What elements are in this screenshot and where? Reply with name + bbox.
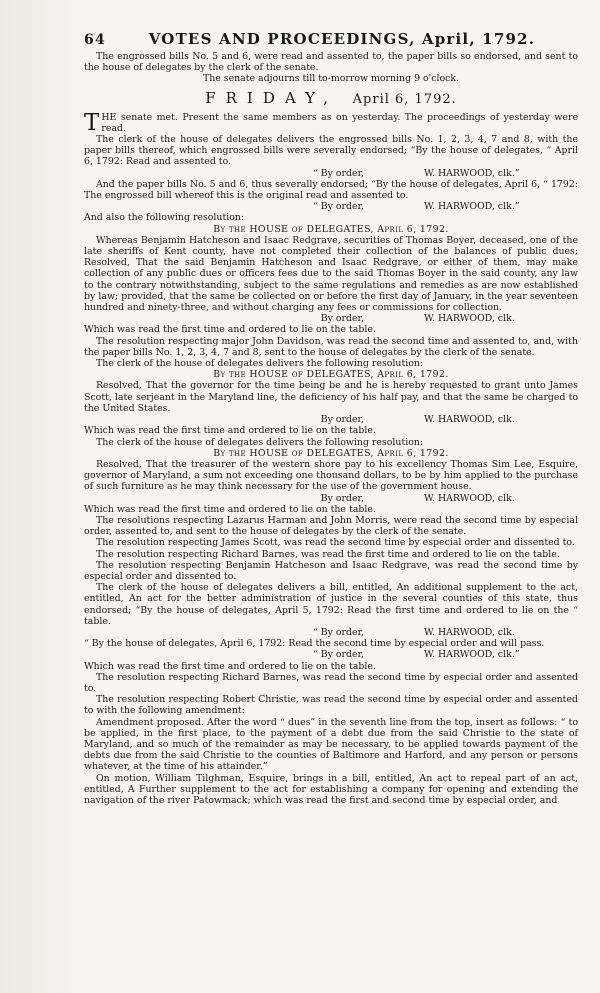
- signature-name: W. HARWOOD, clk.”: [424, 167, 520, 179]
- signature-name: W. HARWOOD, clk.”: [424, 201, 520, 213]
- paragraph: Resolved, That the governor for the time being be and he is hereby requested to grant unto James Scott, late serjeant in the Maryland line, the deficiency of his half pay, and that the same be charged to the United States.: [84, 380, 578, 414]
- paragraph: And also the following resolution:: [84, 212, 245, 224]
- signature-line: [84, 627, 578, 638]
- scan-margin: [0, 0, 80, 993]
- signature-name: W. HARWOOD, clk.: [424, 414, 515, 426]
- paragraph: Which was read the first time and ordered to lie on the table.: [84, 324, 376, 336]
- paragraph: The resolution respecting Richard Barnes, was read the second time by especial order and assented to.: [84, 671, 578, 694]
- running-head: [84, 30, 578, 49]
- resolution-heading: By the HOUSE of DELEGATES, April 6, 1792.: [213, 369, 449, 381]
- paragraph: The resolutions respecting Lazarus Harman and John Morris, were read the second time by especial order, assented to, and sent to the house of delegates by the clerk of the senate.: [84, 514, 578, 538]
- paragraph: Whereas Benjamin Hatcheson and Isaac Redgrave, securities of Thomas Boyer, deceased, one of the late sheriffs of Kent county, have not completed their collection of the balances of public dues; Resolved, That the said Benjamin Hatcheson and Isaac Redgrave, or either of them, may make collection of any public dues or officers fees due to the said Thomas Boyer in the said county, any law to the contrary notwithstanding, subject to the same regulations and remedies as are now established by law; provided, that the same be collected on or before the first day of January, in the year seventeen hundred and ninety-three, and without charging any fees or commissions for collection.: [84, 234, 578, 314]
- paragraph-text: HE senate met. Present the same members as on yesterday. The proceedings of yesterday were read.: [101, 111, 578, 134]
- paragraph: The resolution respecting Robert Christie, was read the second time by especial order and assented to with the following amendment:: [84, 694, 578, 717]
- signature-order: By order,: [320, 313, 364, 325]
- paragraph: The engrossed bills No. 5 and 6, were read and assented to, the paper bills so endorsed, and sent to the house of delegates by the clerk of the senate.: [84, 51, 578, 74]
- paragraph: Which was read the first time and ordered to lie on the table.: [84, 660, 376, 672]
- signature-name: W. HARWOOD, clk.: [424, 313, 515, 325]
- paragraph: Resolved, That the treasurer of the western shore pay to his excellency Thomas Sim Lee, Esquire, governor of Maryland, a sum not exceeding one thousand dollars, to be by him applied to the purchase of such furniture as he may think necessary for the use of the government house.: [84, 458, 578, 493]
- paragraph: The resolution respecting Richard Barnes, was read the first time and ordered to lie on the table.: [96, 548, 560, 560]
- paragraph: The resolution respecting major John Davidson, was read the second time and assented to, and, with the paper bills No. 1, 2, 3, 4, 7 and 8, sent to the house of delegates by the clerk of the senate.: [84, 335, 578, 358]
- resolution-heading: By the HOUSE of DELEGATES, April 6, 1792.: [213, 447, 449, 459]
- paragraph: The resolution respecting Benjamin Hatcheson and Isaac Redgrave, was read the second time by especial order and dissented to.: [84, 559, 578, 582]
- paragraph: The clerk of the house of delegates delivers the following resolution:: [96, 436, 424, 448]
- paragraph: The resolution respecting James Scott, was read the second time by especial order and dissented to.: [96, 537, 575, 549]
- signature-line: [84, 649, 578, 660]
- signature-line: [84, 201, 578, 212]
- paragraph: And the paper bills No. 5 and 6, thus severally endorsed; “By the house of delegates, April 6, “ 1792: The engrossed bill whereof this is the original read and assented to.: [84, 178, 578, 202]
- day-heading: [84, 89, 578, 109]
- paragraph: The clerk of the house of delegates delivers the following resolution:: [96, 358, 424, 370]
- signature-line: [84, 414, 578, 425]
- paragraph: Which was read the first time and ordered to lie on the table.: [84, 503, 376, 515]
- signature-name: W. HARWOOD, clk.: [424, 492, 515, 504]
- paragraph: Amendment proposed. After the word “ dues” in the seventh line from the top, insert as follows: “ to be applied, in the first place, to the payment of a debt due from the said Christie to the state of Maryland, and so much of the remainder as may be necessary, to be applied towards payment of the debts due from the said Christie to the counties of Baltimore and Harford, and any person or persons whatever, at the time of his attainder.”: [84, 716, 578, 773]
- signature-order: “ By order,: [312, 167, 364, 179]
- page-title: VOTES AND PROCEEDINGS, April, 1792.: [148, 30, 536, 48]
- signature-line: [84, 313, 578, 324]
- adjournment-line: The senate adjourns till to-morrow morning 9 o'clock.: [202, 73, 460, 85]
- page-number: 64: [84, 32, 106, 48]
- day-heading-day: FRIDAY,: [205, 88, 338, 107]
- day-heading-date: April 6, 1792.: [352, 91, 457, 107]
- drop-cap: T: [84, 109, 100, 136]
- signature-line: [84, 493, 578, 504]
- paragraph: The clerk of the house of delegates delivers a bill, entitled, An additional supplement to the act, entitled, An act for the better administration of justice in the several counties of this state, thus endorsed; “By the house of delegates, April 5, 1792: Read the first time and ordered to lie on the “ table.: [84, 582, 578, 627]
- paragraph: Which was read the first time and ordered to lie on the table.: [84, 425, 376, 437]
- signature-order: By order,: [320, 414, 364, 426]
- signature-line: [84, 168, 578, 179]
- signature-order: “ By order,: [312, 626, 364, 638]
- signature-order: “ By order,: [312, 201, 364, 213]
- signature-order: By order,: [320, 492, 364, 504]
- resolution-heading: By the HOUSE of DELEGATES, April 6, 1792.: [213, 223, 449, 235]
- paragraph: The clerk of the house of delegates delivers the engrossed bills No. 1, 2, 3, 4, 7 and 8, with the paper bills thereof, which engrossed bills were severally endorsed; “By the house of delegates, “ April 6, 1792: Read and assented to.: [84, 134, 578, 168]
- signature-order: “ By order,: [312, 649, 364, 661]
- paragraph: “ By the house of delegates, April 6, 1792: Read the second time by especial order and will pass.: [84, 638, 545, 650]
- paragraph: On motion, William Tilghman, Esquire, brings in a bill, entitled, An act to repeal part of an act, entitled, A Further supplement to the act for establishing a company for opening and extending the navigation of the river Patowmack; which was read the first and second time by especial order, and: [84, 772, 578, 806]
- paragraph: [84, 109, 578, 136]
- page-content: [84, 30, 578, 806]
- signature-name: W. HARWOOD, clk.”: [424, 649, 520, 661]
- signature-name: W. HARWOOD, clk.: [424, 626, 515, 638]
